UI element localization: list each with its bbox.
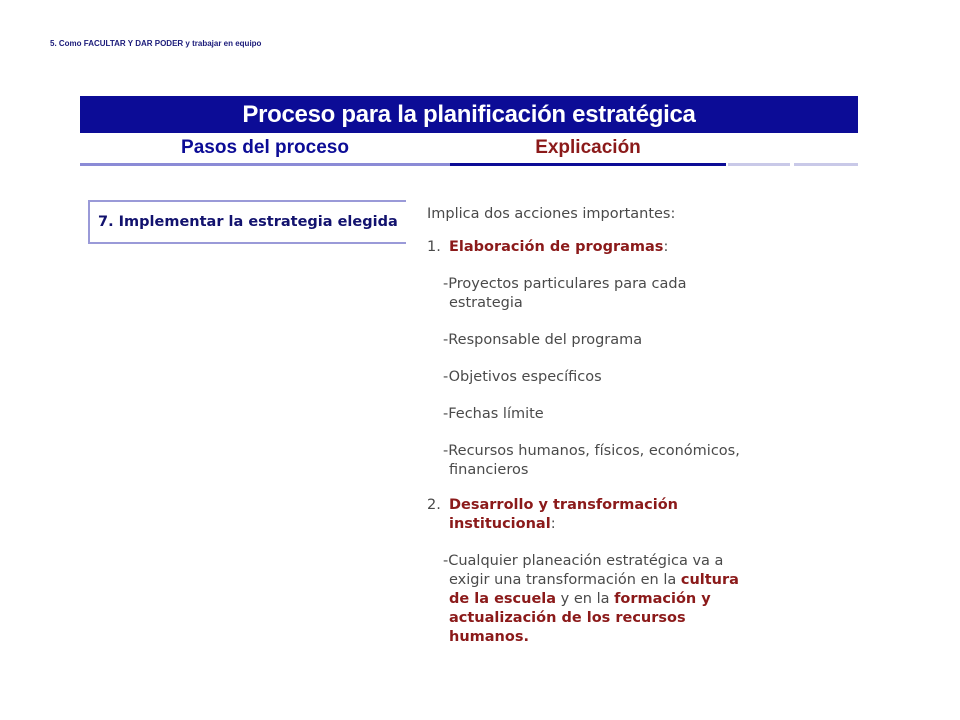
item-title: Desarrollo y transformación: [449, 497, 678, 513]
bullet-text-part: exigir una transformación en la: [449, 572, 681, 588]
header-divider: [794, 163, 858, 166]
bullet-text: -Proyectos particulares para cada: [443, 276, 687, 292]
bullet-text: -Fechas límite: [443, 406, 544, 422]
bullet-text: -Recursos humanos, físicos, económicos,: [443, 443, 740, 459]
list-item: [443, 331, 807, 350]
step-label: 7. Implementar la estrategia elegida: [88, 200, 406, 244]
list-item: [443, 552, 807, 647]
highlight-text: cultura: [680, 572, 739, 588]
bullet-text: -Objetivos específicos: [443, 369, 602, 385]
item-suffix: :: [663, 239, 669, 255]
bullet-text: -Cualquier planeación estratégica va a: [443, 553, 724, 569]
item-number: 2.: [427, 497, 441, 513]
bullet-text-cont: estrategia: [449, 295, 523, 311]
item-title: Elaboración de programas: [449, 239, 664, 255]
slide-header: 5. Como FACULTAR Y DAR PODER y trabajar en equipo: [50, 39, 262, 48]
bullet-text-cont: financieros: [449, 462, 529, 478]
explanation-intro: Implica dos acciones importantes:: [427, 206, 676, 222]
explanation-panel: [427, 205, 807, 665]
header-divider: [728, 163, 790, 166]
bullet-text-part: y en la: [556, 591, 615, 607]
item-suffix: :: [550, 516, 556, 532]
list-item: [443, 275, 807, 313]
highlight-text: actualización de los recursos: [449, 610, 686, 626]
item-title-cont: institucional: [449, 516, 551, 532]
tab-explicacion: Explicación: [450, 133, 726, 166]
bullet-text: -Responsable del programa: [443, 332, 643, 348]
highlight-text: formación y: [614, 591, 711, 607]
bullet-text-cont: [443, 590, 807, 609]
tab-pasos-del-proceso: Pasos del proceso: [80, 133, 450, 166]
column-headers: [80, 133, 858, 169]
numbered-item: [427, 496, 807, 534]
list-item: [443, 442, 807, 480]
list-item: [443, 405, 807, 424]
list-item: [443, 368, 807, 387]
item-number: 1.: [427, 239, 441, 255]
bullet-text-cont: [443, 571, 807, 590]
highlight-text: humanos.: [449, 629, 529, 645]
highlight-text: de la escuela: [449, 591, 557, 607]
numbered-item: [427, 238, 807, 257]
banner-title: Proceso para la planificación estratégica: [80, 96, 858, 133]
